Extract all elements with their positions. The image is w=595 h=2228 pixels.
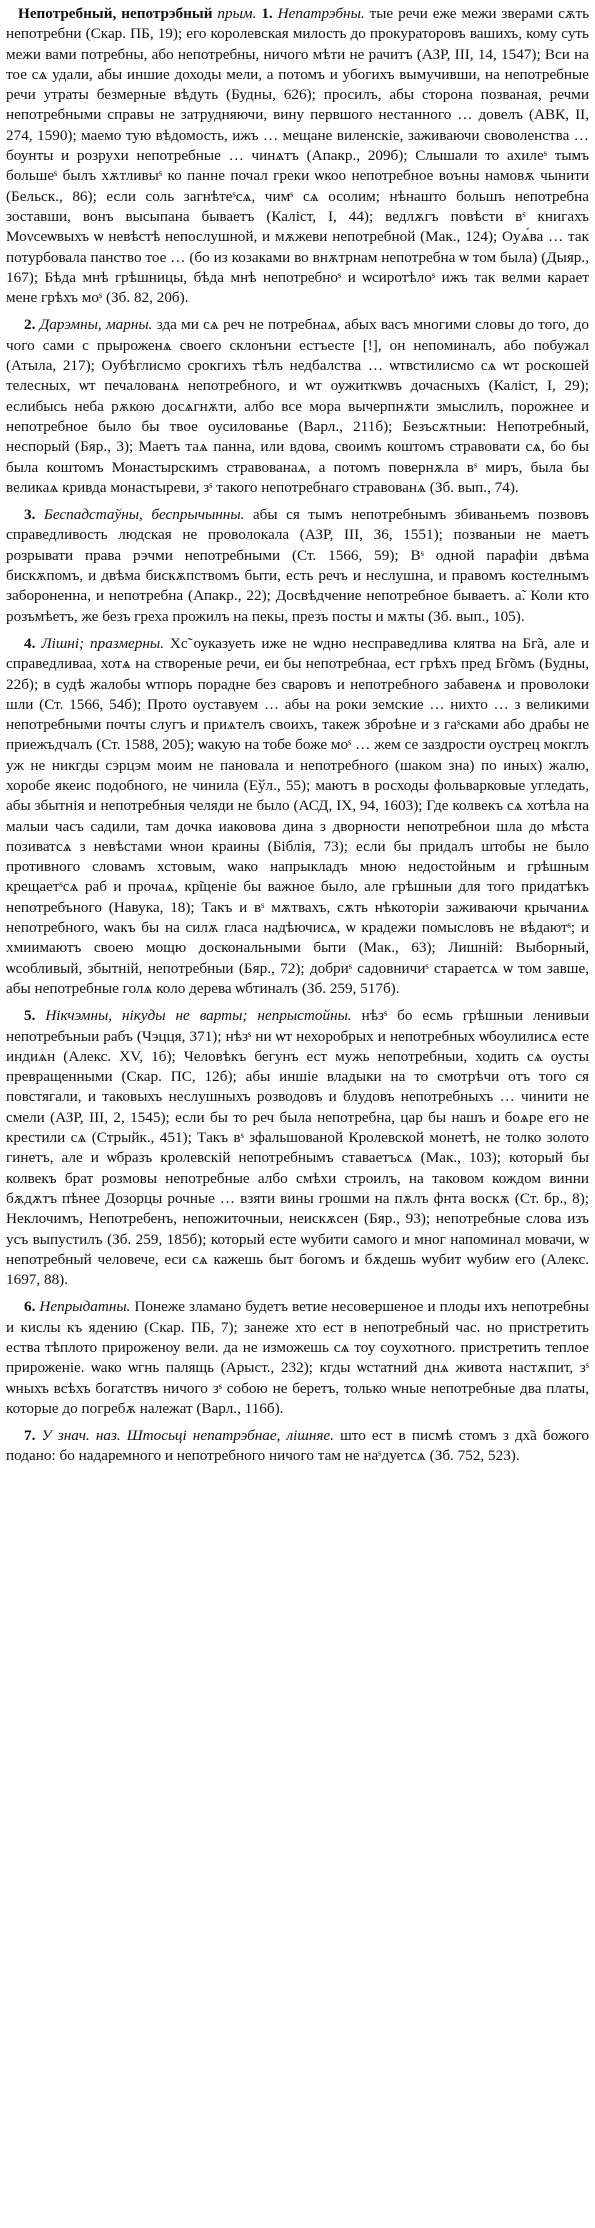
sense-gloss: Непатрэбны. <box>277 5 365 22</box>
sense-4 <box>6 634 589 999</box>
sense-5 <box>6 1006 589 1290</box>
sense-number: 4. <box>24 634 36 652</box>
sense-citations: тые речи еже межи зверами сѫть непотребни (Скар. ПБ, 19); его королевская милость до прокураторовъ вашихъ, кому суть межи вами потребны, або непотребны, ничого мѣти не рачитъ (АЗР, III, 14, 1547); Вси на тое сѧ удали, абы иншие доходы мели, а потомъ и убогихъ вымучивши, на непотребные речи утраты безмерные вѣдуть (Будны, 626); просилъ, абы сторона позваная, речми непотребными справы не затрудняючи, вину первшого нестанного … довелъ (АВК, II, 274, 1590); маемо тую вѣдомость, ижъ … мещане виленскіе, заживаючи своволенства … боунты и розрухи непотребные … чинѧтъ (Апакр., 209б); Слышали то ахилеˢ тымъ большеˢ былъ хѫтливыˢ ко панне почал греки ѡкоо непотребное воъны намовѫ чынити (Бельск., 86); если соль загнѣтеˢсѧ, чимˢ сѧ осолим; нѣнашто большъ непотребна зоставши, вонъ высыпана бываетъ (Калiст, I, 44); ведлѫгъ повѣсти вˢ книгахъ Моνсеѡвыхъ ѡ невѣстѣ непослушной, и мѫжеви непотребной (Мак., 124); Оуѧ́ва … так потурбовала панство тое … (бо из козаками во внѫтрнам непотребна ѡ том была) (Дыяр., 167); Бѣда мнѣ грѣшницы, бѣда мнѣ непотребноˢ и ѡсиротѣлоˢ ижъ так велми карает мене грѣхъ моˢ (Зб. 82, 20б). <box>6 5 590 307</box>
sense-gloss: Беспадстаўны, беспрычынны. <box>43 506 245 524</box>
sense-gloss: У знач. наз. Штосьці непатрэбнае, лішняе. <box>41 1427 334 1445</box>
headword: Непотребный, непотрэбный <box>18 5 213 22</box>
sense-gloss: Непрыдатны. <box>39 1298 131 1316</box>
sense-6 <box>6 1297 589 1419</box>
sense-citations: зда ми сѧ реч не потребнаѧ, абых васъ многими словы до того, до чого сами с прыроженѧ своего склонъни естъесте [!], он непоминалъ, або побужал (Атыла, 217); Оубѣглисмо срокгихъ тѣлъ недбалства … ѡтвстилисмо сѧ ѡт роскошей телесных, ѡт печалованѧ непотребного, и ѡт оужиткѡвъ дочасныхъ (Калiст, I, 29); еслибысь неба рѫкою досѧгнѫти, албо все мора вычерпнѫти змыслилъ, порожнее и непотребное было бы твое оусилованье (Варл., 211б); Безъсѫтныи: Непотребный, неспорый (Бяр., 3); Маетъ таѧ панна, или вдова, своимъ коштомъ стравовати сѧ, бо бы была коштомъ Монастырскимъ стравованаѧ, а потомъ повернѫла вˢ миръ, была бы великаѧ кривда монастыреви, зˢ такого непотребнаго стравованѧ (Зб. вып., 74). <box>6 316 590 496</box>
sense-3 <box>6 505 589 627</box>
sense-number: 1. <box>261 5 273 22</box>
sense-7 <box>6 1426 589 1467</box>
sense-citations: нѣзˢ бо есмь грѣшныи ленивыи непотребъныи рабъ (Чэцця, 371); нѣзˢ ни ѡт нехоробрых и непотребных ѡбоулилисѧ есте индиѧн (Алекс. XV, 1б); Человѣкъ бегунъ ест мужь непотребныи, ходить сѧ оусты превращенными (Скар. ПС, 12б); абы иншіе владыки на то смотрѣчи отъ того ся повстягали, и таковыхъ неслушныхъ розводовъ и блудовъ непотребныхъ … чинити не смели (АЗР, III, 2, 1545); если бы то реч была непотребна, цар бы нашъ и боѧре его не крестили сѧ (Стрыйк., 451); Такъ вˢ зфальшованой Кролевской монетѣ, не толко золото гинетъ, але и ѡбразъ кролевскій непотребнымъ ставаетъсѧ (Мак., 103); который бы колвекъ брат розмовы непотребные албо смѣхи строилъ, на таковом кождом винни бѫдѫтъ пѣнее Дозорцы рочные … взяти вины грошми на пѫлъ фнта воскѫ (Ст. бр., 8); Неклочимъ, Непотребенъ, непожиточныи, неискѫсен (Бяр., 93); непотребные слова изъ усъ выпустилъ (Зб. 259, 185б); который есте ѡубити самого и мног напоминал мовачи, ѡ непотребный человече, еси сѧ кажешь быт богомъ и бѫдешь ѡубит ѡубиѡ его (Алекс. 1697, 88). <box>6 1007 589 1289</box>
sense-number: 5. <box>24 1007 36 1025</box>
sense-citations: Хс̃ оуказуеть иже не ѡдно несправедлива клятва на Бг̃а, але и справедливаа, хотѧ на створеные речи, еи бы непотребнаа, ест грѣхъ пред Бг̃омъ (Будны, 22б); в судѣ жалобы ѡтпорь порадне без сваровъ и непотребного забавенѧ и проволоки шли (Ст. 1566, 54б); Прото оуставуем … абы на роки земские … нихто … з великими непотребными почты слугъ и приѧтелъ своихъ, такеж зброѣне и з гаˢсками або драбы не приежъдчалъ (Ст. 1588, 205); ѡакую на тобе боже моˢ … жем се заздрости оустрец мокглъ уж не никгды сэрцэм моим не пановала и непотребного (шаком зна) по иных) жалю, хоробе якеис подобного, не чинила (Еўл., 55); маютъ в росходы фольварковые угледать, абы збытнія и непотребныя челяди не было (АСД, IX, 94, 1603); Где колвекъ сѧ хотѣла на малыи часъ садили, там дочка иаковова дина з двoрности непотребнои шла до мѣста позиватсѧ з невѣстами ѡнои краины (Біблія, 73); если бы придалъ штобы не было противного словамъ хстовым, ѡако напрыкладъ мною недостойным и грѣшным крещаетˢсѧ раб и прочаѧ, кр̃щеніе бы важное было, але грѣшныи для того придатѣкъ непотребъного (Навука, 18); Такъ и вˢ мѫтвахъ, сѫть нѣкоторіи заживаючи крычаниѧ непотребного, ѡакъ бы на силѫ гласа надѣючисѧ, ѡ крадежи помысловъ не вѣдаютˢ; и хмиимаютъ своею мощю доскональными быти (Мак., 63); Лишній: Выборный, ѡсобливый, збытній, непотребныи (Бяр., 72); добриˢ садовничиˢ стараетсѧ ѡ том завше, абы непотребные голѧ коло дерева ѡбтиналъ (Зб. 259, 517б). <box>6 634 589 997</box>
sense-number: 6. <box>24 1298 36 1316</box>
sense-citations: абы ся тымъ непотребнымъ збиваньемъ позвовъ справедливость людская не проволокала (АЗР, III, 36, 1551); позваныи не маетъ розрывати права рэчми непотребными (Ст. 1566, 59); Вˢ одной парафiи двѣма бискѫпомъ, и двѣма бискѫпствомъ быти, есть речъ и неслушна, и правомъ костелнымъ забороненна, и непотребна (Апакр., 22); Досвѣдчение непотребное бываетъ. а̃. Коли кто розъмѣетъ, же безъ греха прожилъ на пекы, презъ посты и мѫты (Зб. вып., 105). <box>6 506 590 625</box>
sense-gloss: Лішні; празмерны. <box>41 634 164 652</box>
sense-number: 2. <box>24 316 36 334</box>
sense-number: 3. <box>24 506 36 524</box>
sense-gloss: Дарэмны, марны. <box>39 316 153 334</box>
sense-number: 7. <box>24 1427 36 1445</box>
sense-gloss: Нікчэмны, нікуды не варты; непрыстойны. <box>45 1007 352 1025</box>
sense-1 <box>6 4 589 308</box>
sense-citations: што ест в писмѣ стомъ з дх̃а божого подано: бо надаремного и непотребного ничого там не наˢдуетсѧ (Зб. 752, 523). <box>6 1427 590 1465</box>
part-of-speech: прым. <box>217 5 257 22</box>
sense-citations: Понеже зламано будетъ ветие несовершеное и плоды ихъ непотребны и кислы къ ядению (Скар. ПБ, 7); занеже хто ест в непотребный час. но пристретить ества тѣплото прироженоу вели. да не изможешь сѧ тоу соухотного. пристретить теплое прироженіе. ѡако ѡгнь палящь (Арыст., 232); кгды ѡстатний днѧ живота настѫпит, зˢ ѡныхъ всѣхъ богатствъ ничого зˢ собою не беретъ, только ѡные непотребные два платы, которые до погребѫ належат (Варл., 116б). <box>6 1298 589 1417</box>
sense-2 <box>6 315 589 498</box>
